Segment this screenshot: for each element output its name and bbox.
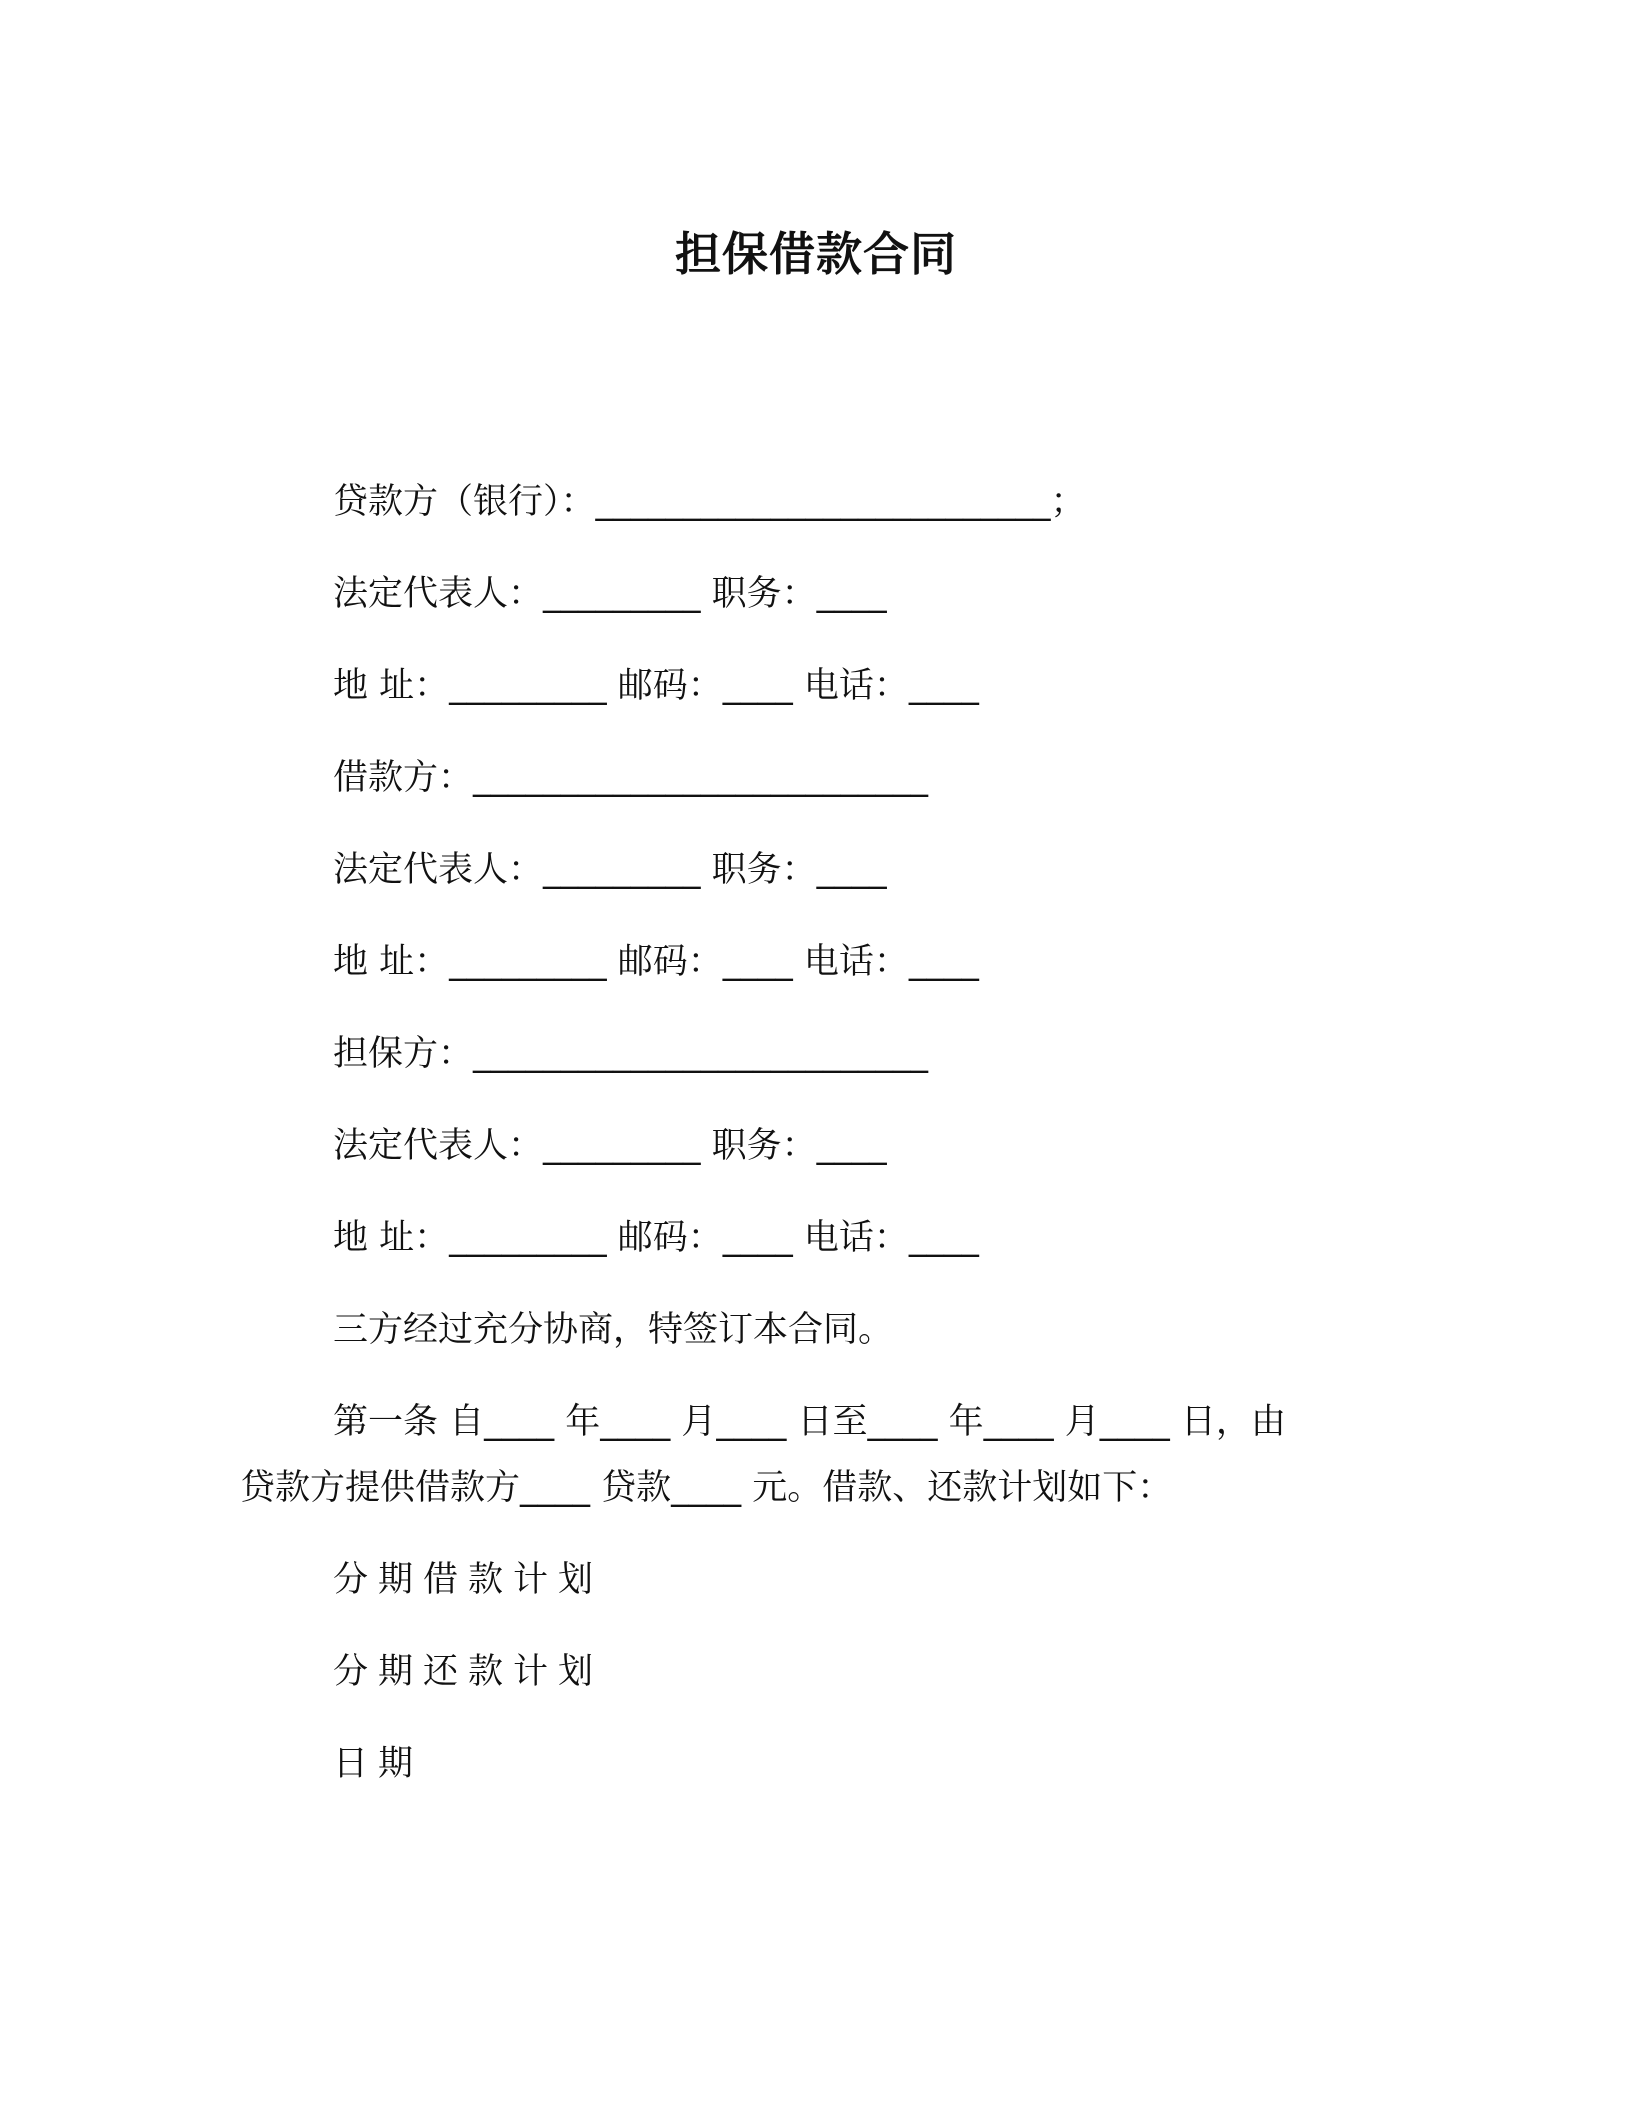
- borrower-representative-line: 法定代表人：_________ 职务：____: [333, 850, 887, 890]
- borrower-address-line: 地 址：_________ 邮码：____ 电话：____: [333, 942, 979, 982]
- guarantor-representative-line: 法定代表人：_________ 职务：____: [333, 1126, 887, 1166]
- date-label: 日期: [333, 1744, 424, 1784]
- lender-address-line: 地 址：_________ 邮码：____ 电话：____: [333, 666, 979, 706]
- lender-representative-line: 法定代表人：_________ 职务：____: [333, 574, 887, 614]
- guarantor-line: 担保方：__________________________: [333, 1034, 929, 1074]
- document-title: 担保借款合同: [675, 227, 957, 281]
- borrower-line: 借款方：__________________________: [333, 758, 929, 798]
- guarantor-address-line: 地 址：_________ 邮码：____ 电话：____: [333, 1218, 979, 1258]
- agreement-statement: 三方经过充分协商，特签订本合同。: [333, 1310, 894, 1350]
- repayment-schedule-heading: 分期还款计划: [333, 1652, 604, 1692]
- lender-line: 贷款方（银行）：__________________________；: [333, 482, 1086, 522]
- article-1-line-2: 贷款方提供借款方____ 贷款____ 元。借款、还款计划如下：: [240, 1468, 1173, 1508]
- loan-schedule-heading: 分期借款计划: [333, 1560, 604, 1600]
- article-1-line-1: 第一条 自____ 年____ 月____ 日至____ 年____ 月____ 日，由: [333, 1402, 1286, 1442]
